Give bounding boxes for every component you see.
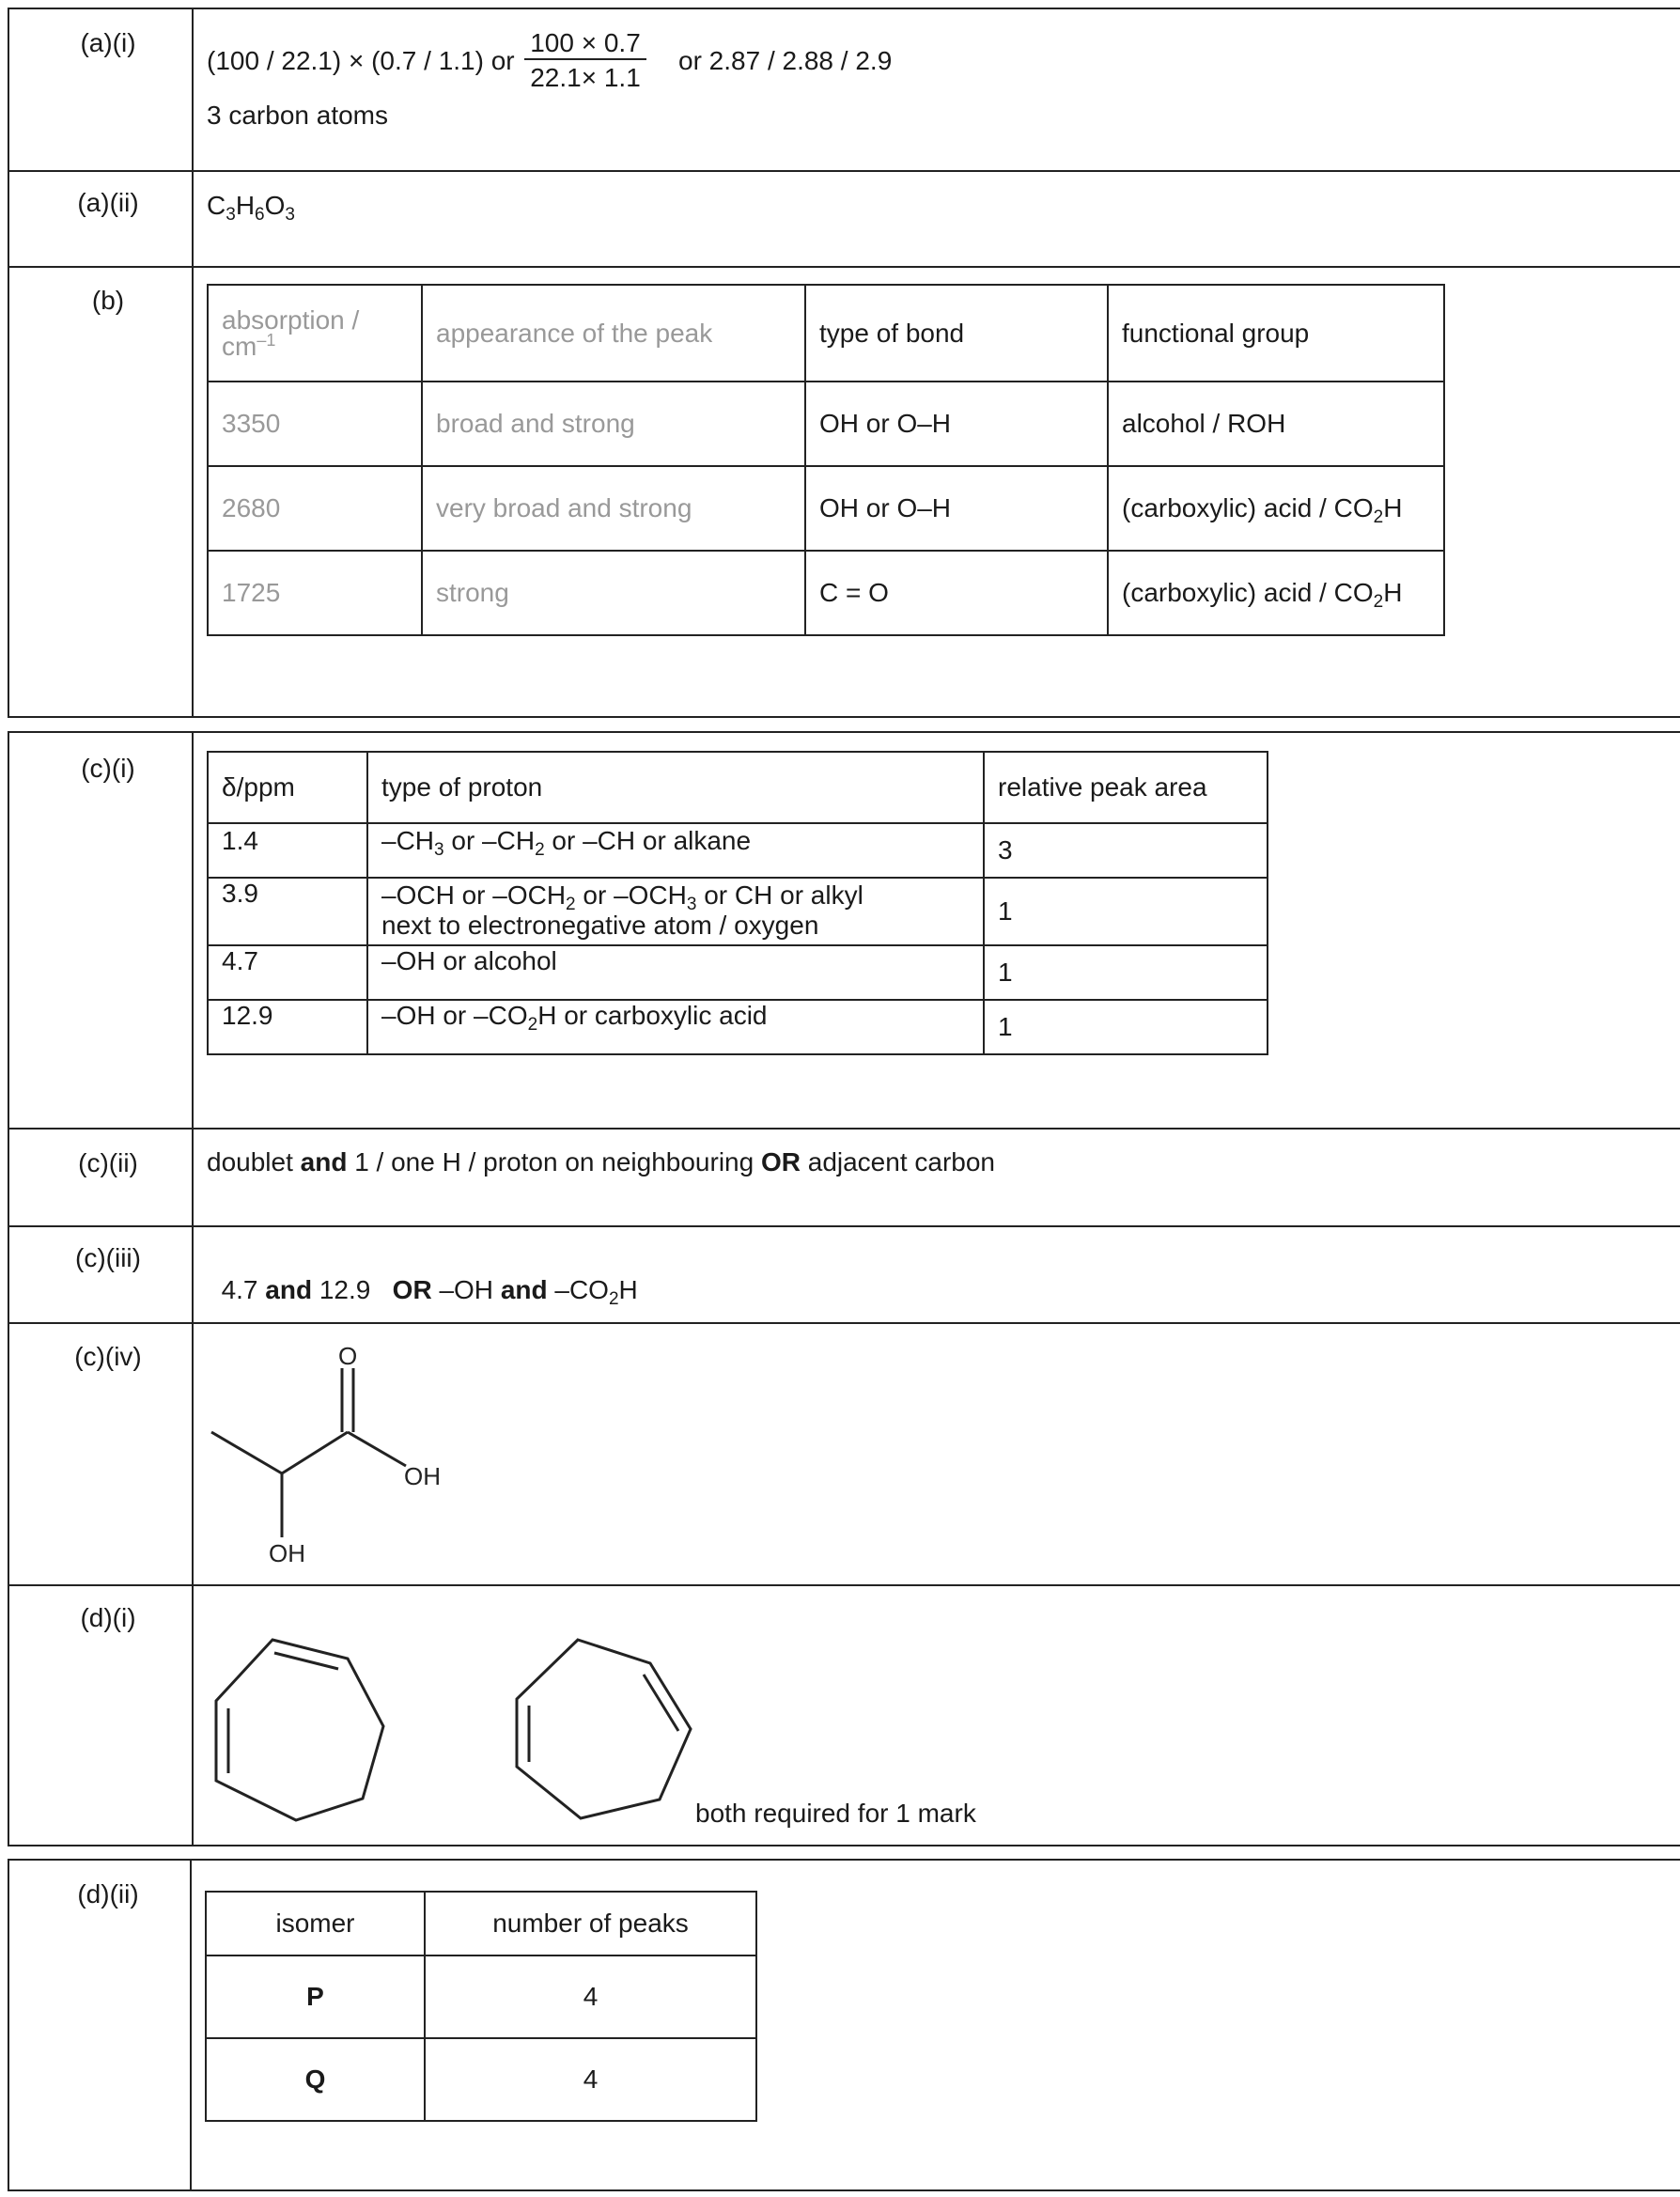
cell-absorption: 2680 (208, 466, 422, 551)
cell-bond: OH or O–H (805, 466, 1108, 551)
table-header-row (208, 285, 1444, 382)
group-text: (carboxylic) acid / CO (1122, 493, 1374, 522)
column-divider (192, 8, 194, 717)
table-row (208, 823, 1268, 878)
cell-appearance: broad and strong (422, 382, 805, 466)
proton-subscript: 2 (527, 1015, 538, 1035)
proton-subscript: 2 (566, 895, 576, 914)
proton-text: –OCH or –OCH (381, 880, 567, 910)
cycloheptadiene-isomer-1 (197, 1626, 404, 1842)
ring (216, 1640, 383, 1820)
left-border (8, 1859, 9, 2189)
formula-part: O (264, 191, 286, 220)
table-row (208, 466, 1444, 551)
header-shift: δ/ppm (208, 752, 367, 823)
divider (8, 1845, 1680, 1846)
fraction-numerator: 100 × 0.7 (524, 28, 646, 60)
text-run: doublet (207, 1147, 301, 1176)
cell-bond: OH or O–H (805, 382, 1108, 466)
proton-text: or –CH (443, 826, 536, 855)
cycloheptadiene-isomer-2 (498, 1626, 705, 1842)
fraction-denominator: 22.1× 1.1 (530, 63, 641, 92)
cell-appearance: strong (422, 551, 805, 635)
proton-text: –OH or –CO (381, 1001, 528, 1030)
atom-label: OH (269, 1539, 305, 1567)
question-label: (c)(iii) (75, 1243, 141, 1272)
formula-subscript: 3 (226, 205, 236, 225)
nmr-proton-table (207, 751, 1268, 1055)
column-divider (192, 731, 194, 1846)
cell-area: 1 (984, 878, 1268, 945)
answer-text (207, 1242, 638, 1309)
divider (8, 266, 1680, 268)
table-row (208, 1000, 1268, 1054)
top-border (8, 8, 1680, 9)
cell-appearance: very broad and strong (422, 466, 805, 551)
cell-isomer: Q (206, 2038, 425, 2121)
text-run: 12.9 (312, 1275, 393, 1304)
left-border (8, 8, 9, 717)
table-row (208, 382, 1444, 466)
text-run: 1 / one H / proton on neighbouring (347, 1147, 761, 1176)
table-row (208, 878, 1268, 945)
double-bond (274, 1653, 338, 1669)
bond (348, 1432, 406, 1466)
question-label: (a)(ii) (77, 188, 139, 217)
cell-group: alcohol / ROH (1108, 382, 1444, 466)
table-row (208, 551, 1444, 635)
cell-area: 1 (984, 1000, 1268, 1054)
group-subscript: 2 (1373, 507, 1384, 527)
text-run: –CO (547, 1275, 609, 1304)
text-run: adjacent carbon (800, 1147, 996, 1176)
header-exponent: –1 (257, 330, 276, 350)
bold-keyword: OR (392, 1275, 432, 1304)
left-border (8, 731, 9, 1846)
formula-subscript: 6 (255, 205, 265, 225)
question-label: (c)(ii) (78, 1148, 138, 1177)
header-area: relative peak area (984, 752, 1268, 823)
group-text: (carboxylic) acid / CO (1122, 578, 1374, 607)
header-proton: type of proton (367, 752, 984, 823)
mark-note: both required for 1 mark (695, 1799, 976, 1828)
question-label: (c)(i) (81, 754, 135, 783)
cell-area: 3 (984, 823, 1268, 878)
bottom-border (8, 2189, 1680, 2191)
divider (8, 1322, 1680, 1324)
cell-proton (367, 823, 984, 878)
bold-keyword: and (500, 1275, 548, 1304)
table-header-row (208, 752, 1268, 823)
cell-peaks: 4 (425, 1955, 756, 2038)
header-appearance: appearance of the peak (422, 285, 805, 382)
fraction (524, 28, 646, 96)
group-text: H (1383, 578, 1403, 607)
header-bond: type of bond (805, 285, 1108, 382)
bold-keyword: and (265, 1275, 313, 1304)
answer-text: (100 / 22.1) × (0.7 / 1.1) or (207, 46, 515, 75)
table-row (206, 1955, 756, 2038)
lactic-acid-structure (197, 1334, 479, 1579)
header-isomer: isomer (206, 1892, 425, 1955)
cell-group (1108, 551, 1444, 635)
atom-label: O (338, 1342, 358, 1370)
ir-absorption-table (207, 284, 1445, 636)
answer-text: 3 carbon atoms (207, 101, 388, 130)
cell-bond: C = O (805, 551, 1108, 635)
bond (282, 1432, 348, 1473)
proton-text: next to electronegative atom / oxygen (381, 911, 819, 940)
question-label: (d)(ii) (77, 1879, 139, 1909)
divider (8, 1128, 1680, 1130)
answer-text: or 2.87 / 2.88 / 2.9 (678, 46, 893, 75)
cell-area: 1 (984, 945, 1268, 1000)
divider (8, 1859, 1680, 1861)
divider (8, 716, 1680, 718)
text-run: H (618, 1275, 638, 1304)
formula-subscript: 3 (285, 205, 295, 225)
table-header-row (206, 1892, 756, 1955)
cell-isomer: P (206, 1955, 425, 2038)
bold-keyword: OR (760, 1147, 801, 1176)
cell-absorption: 3350 (208, 382, 422, 466)
table-row (206, 2038, 756, 2121)
proton-subscript: 2 (535, 840, 545, 860)
text-run: 4.7 (221, 1275, 266, 1304)
proton-text: or –CH or alkane (544, 826, 752, 855)
divider (8, 170, 1680, 172)
answer-text (207, 1146, 995, 1178)
cell-group (1108, 466, 1444, 551)
question-label: (c)(iv) (74, 1342, 142, 1371)
bold-keyword: and (300, 1147, 348, 1176)
group-subscript: 2 (1373, 592, 1384, 612)
formula-part: H (235, 191, 256, 220)
question-label: (d)(i) (80, 1603, 136, 1632)
formula-part: C (207, 191, 226, 220)
cell-proton (367, 878, 984, 945)
molecular-formula (207, 190, 295, 225)
table-row (208, 945, 1268, 1000)
ring (517, 1640, 691, 1818)
header-peaks: number of peaks (425, 1892, 756, 1955)
cell-peaks: 4 (425, 2038, 756, 2121)
cell-shift: 3.9 (208, 878, 367, 945)
divider (8, 731, 1680, 733)
cell-shift: 4.7 (208, 945, 367, 1000)
header-text: absorption / (222, 304, 360, 335)
cell-absorption: 1725 (208, 551, 422, 635)
proton-text: or –OCH (575, 880, 687, 910)
divider (8, 1225, 1680, 1227)
cell-proton: –OH or alcohol (367, 945, 984, 1000)
atom-label: OH (404, 1462, 441, 1490)
proton-text: –CH (381, 826, 435, 855)
divider (8, 1584, 1680, 1586)
cell-shift: 12.9 (208, 1000, 367, 1054)
proton-subscript: 3 (434, 840, 444, 860)
text-subscript: 2 (608, 1289, 619, 1309)
group-text: H (1383, 493, 1403, 522)
question-label: (a)(i) (80, 28, 136, 57)
question-label: (b) (91, 286, 125, 315)
cell-proton (367, 1000, 984, 1054)
isomer-peaks-table (205, 1891, 757, 2122)
header-group: functional group (1108, 285, 1444, 382)
text-run: –OH (431, 1275, 501, 1304)
header-absorption (208, 285, 422, 382)
proton-text: H or carboxylic acid (537, 1001, 768, 1030)
proton-text: or CH or alkyl (696, 880, 863, 910)
proton-subscript: 3 (686, 895, 697, 914)
bond (211, 1432, 282, 1473)
cell-shift: 1.4 (208, 823, 367, 878)
header-unit: cm (222, 331, 257, 361)
